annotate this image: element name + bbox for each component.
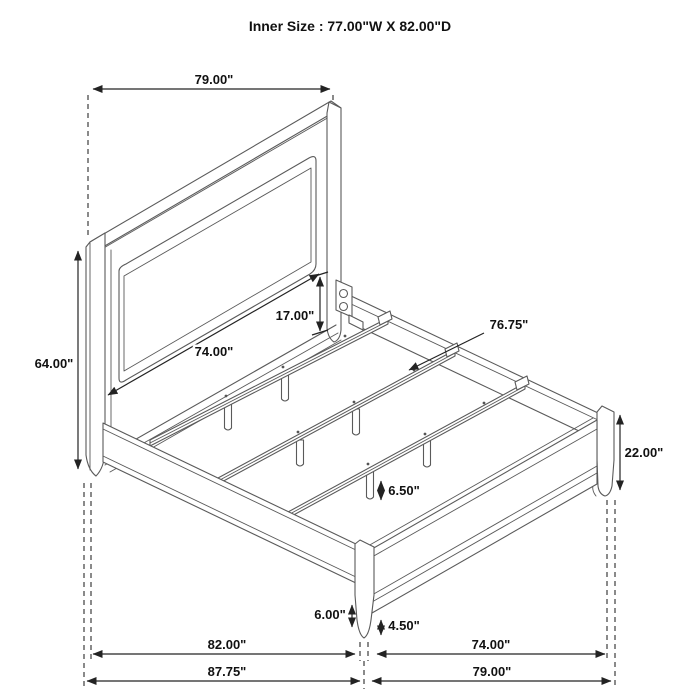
dim-overall-length-label: 87.75" [207, 664, 247, 679]
headboard [86, 101, 341, 476]
dim-side-rail-length-label: 82.00" [207, 637, 247, 652]
dim-headboard-panel-height-label: 17.00" [275, 308, 315, 323]
dim-footboard-height-label: 22.00" [624, 445, 664, 460]
dim-footboard-leg-height [381, 618, 420, 635]
dim-footboard-inner-width [377, 637, 605, 654]
dim-rail-floor-clearance-label: 6.00" [314, 607, 346, 622]
dim-footboard-height [620, 415, 663, 490]
dim-headboard-width [93, 72, 330, 89]
dim-footboard-width-label: 79.00" [472, 664, 512, 679]
dim-footboard-width [372, 664, 611, 681]
dim-headboard-width-label: 79.00" [194, 72, 234, 87]
dim-footboard-leg-height-label: 4.50" [388, 618, 420, 633]
dim-overall-length [87, 664, 360, 681]
dim-rail-floor-clearance [314, 605, 352, 627]
dim-slat-leg-height-label: 6.50" [388, 483, 420, 498]
dim-slat-leg-height [381, 481, 420, 500]
dim-footboard-inner-width-label: 74.00" [471, 637, 511, 652]
left-side-rail [103, 423, 358, 584]
footboard [355, 406, 614, 638]
dim-headboard-inner-width-label: 74.00" [194, 344, 234, 359]
dim-side-rail-length [93, 637, 355, 654]
dim-slat-length-label: 76.75" [489, 317, 529, 332]
diagram-title: Inner Size : 77.00"W X 82.00"D [248, 18, 452, 34]
dim-headboard-height-label: 64.00" [34, 356, 74, 371]
dim-headboard-height [35, 251, 78, 469]
